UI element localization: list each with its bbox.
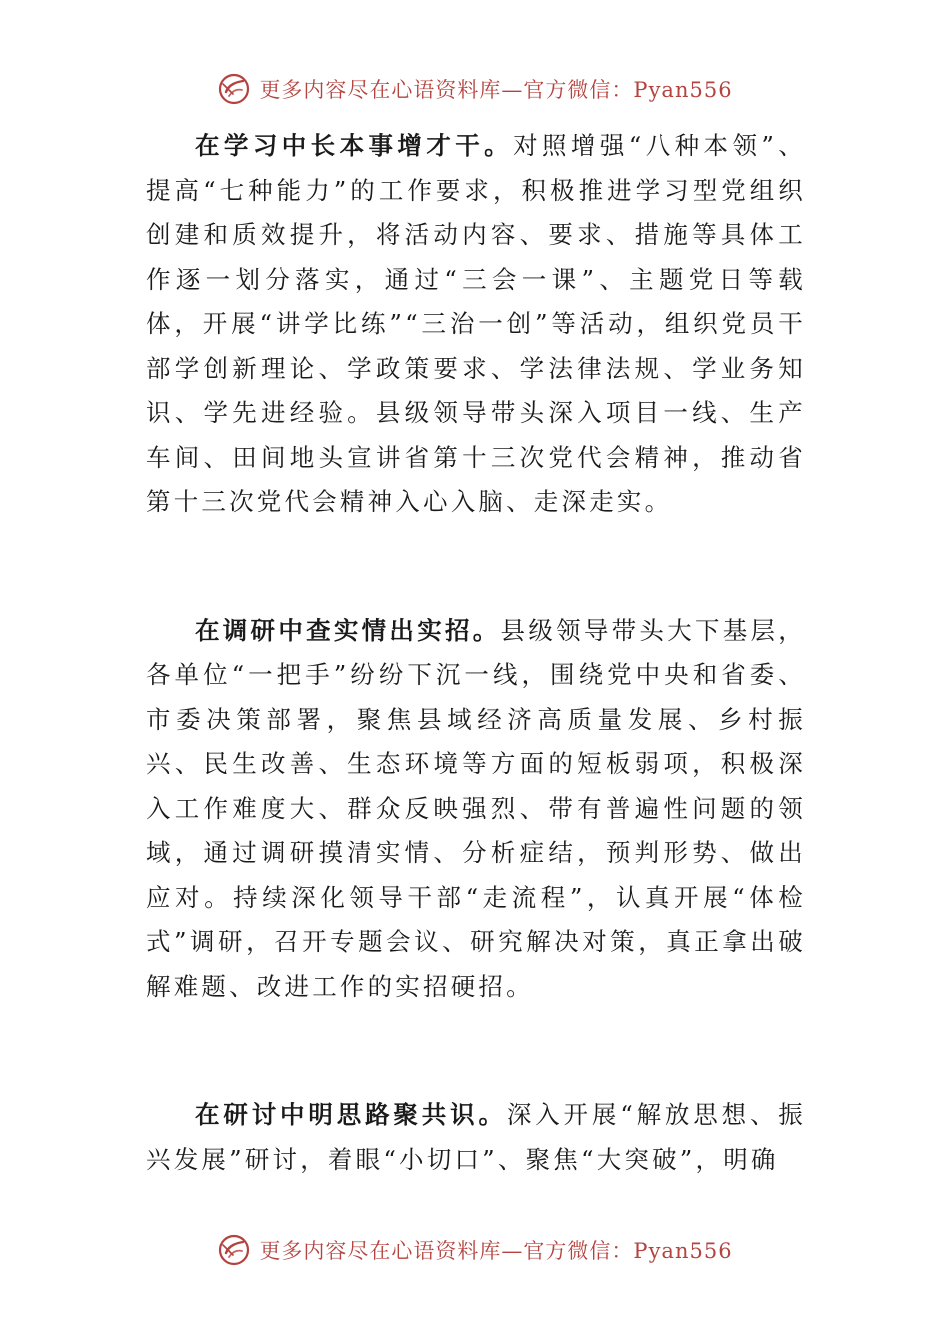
paragraph-2-lead: 在调研中查实情出实招。 xyxy=(195,615,501,645)
paragraph-3-body: 深入开展“解放思想、振兴发展”研讨，着眼“小切口”、聚焦“大突破”，明确 xyxy=(146,1100,806,1174)
header-banner-text: 更多内容尽在心语资料库—官方微信：Pyan556 xyxy=(259,78,733,102)
paragraph-1-body: 对照增强“八种本领”、提高“七种能力”的工作要求，积极推进学习型党组织创建和质效提升，将活动内容、要求、措施等具体工作逐一划分落实，通过“三会一课”、主题党日等载体，开展“讲学比练”“三治一创”等活动，组织党员干部学创新理论、学政策要求、学法律法规、学业务知识、学先进经验。县级领导带头深入项目一线、生产车间、田间地头宣讲省第十三次党代会精神，推动省第十三次党代会精神入心入脑、走深走实。 xyxy=(146,131,807,516)
paragraph-3-lead: 在研讨中明思路聚共识。 xyxy=(195,1100,507,1129)
paragraph-2-body: 县级领导带头大下基层，各单位“一把手”纷纷下沉一线，围绕党中央和省委、市委决策部署，聚焦县域经济高质量发展、乡村振兴、民生改善、生态环境等方面的短板弱项，积极深入工作难度大、群众反映强烈、带有普遍性问题的领域，通过调研摸清实情、分析症结，预判形势、做出应对。持续深化领导干部“走流程”，认真开展“体检式”调研，召开专题会议、研究解决对策，真正拿出破解难题、改进工作的实招硬招。 xyxy=(146,615,807,1001)
header-banner xyxy=(0,72,950,106)
paragraph-3 xyxy=(146,1093,806,1182)
document-body xyxy=(146,124,806,1266)
paragraph-2 xyxy=(146,609,806,1010)
footer-banner xyxy=(0,1233,950,1267)
footer-banner-text: 更多内容尽在心语资料库—官方微信：Pyan556 xyxy=(259,1239,733,1263)
logo-icon xyxy=(217,1233,251,1267)
logo-icon xyxy=(217,72,251,106)
paragraph-1 xyxy=(146,124,806,525)
paragraph-1-lead: 在学习中长本事增才干。 xyxy=(195,131,514,160)
